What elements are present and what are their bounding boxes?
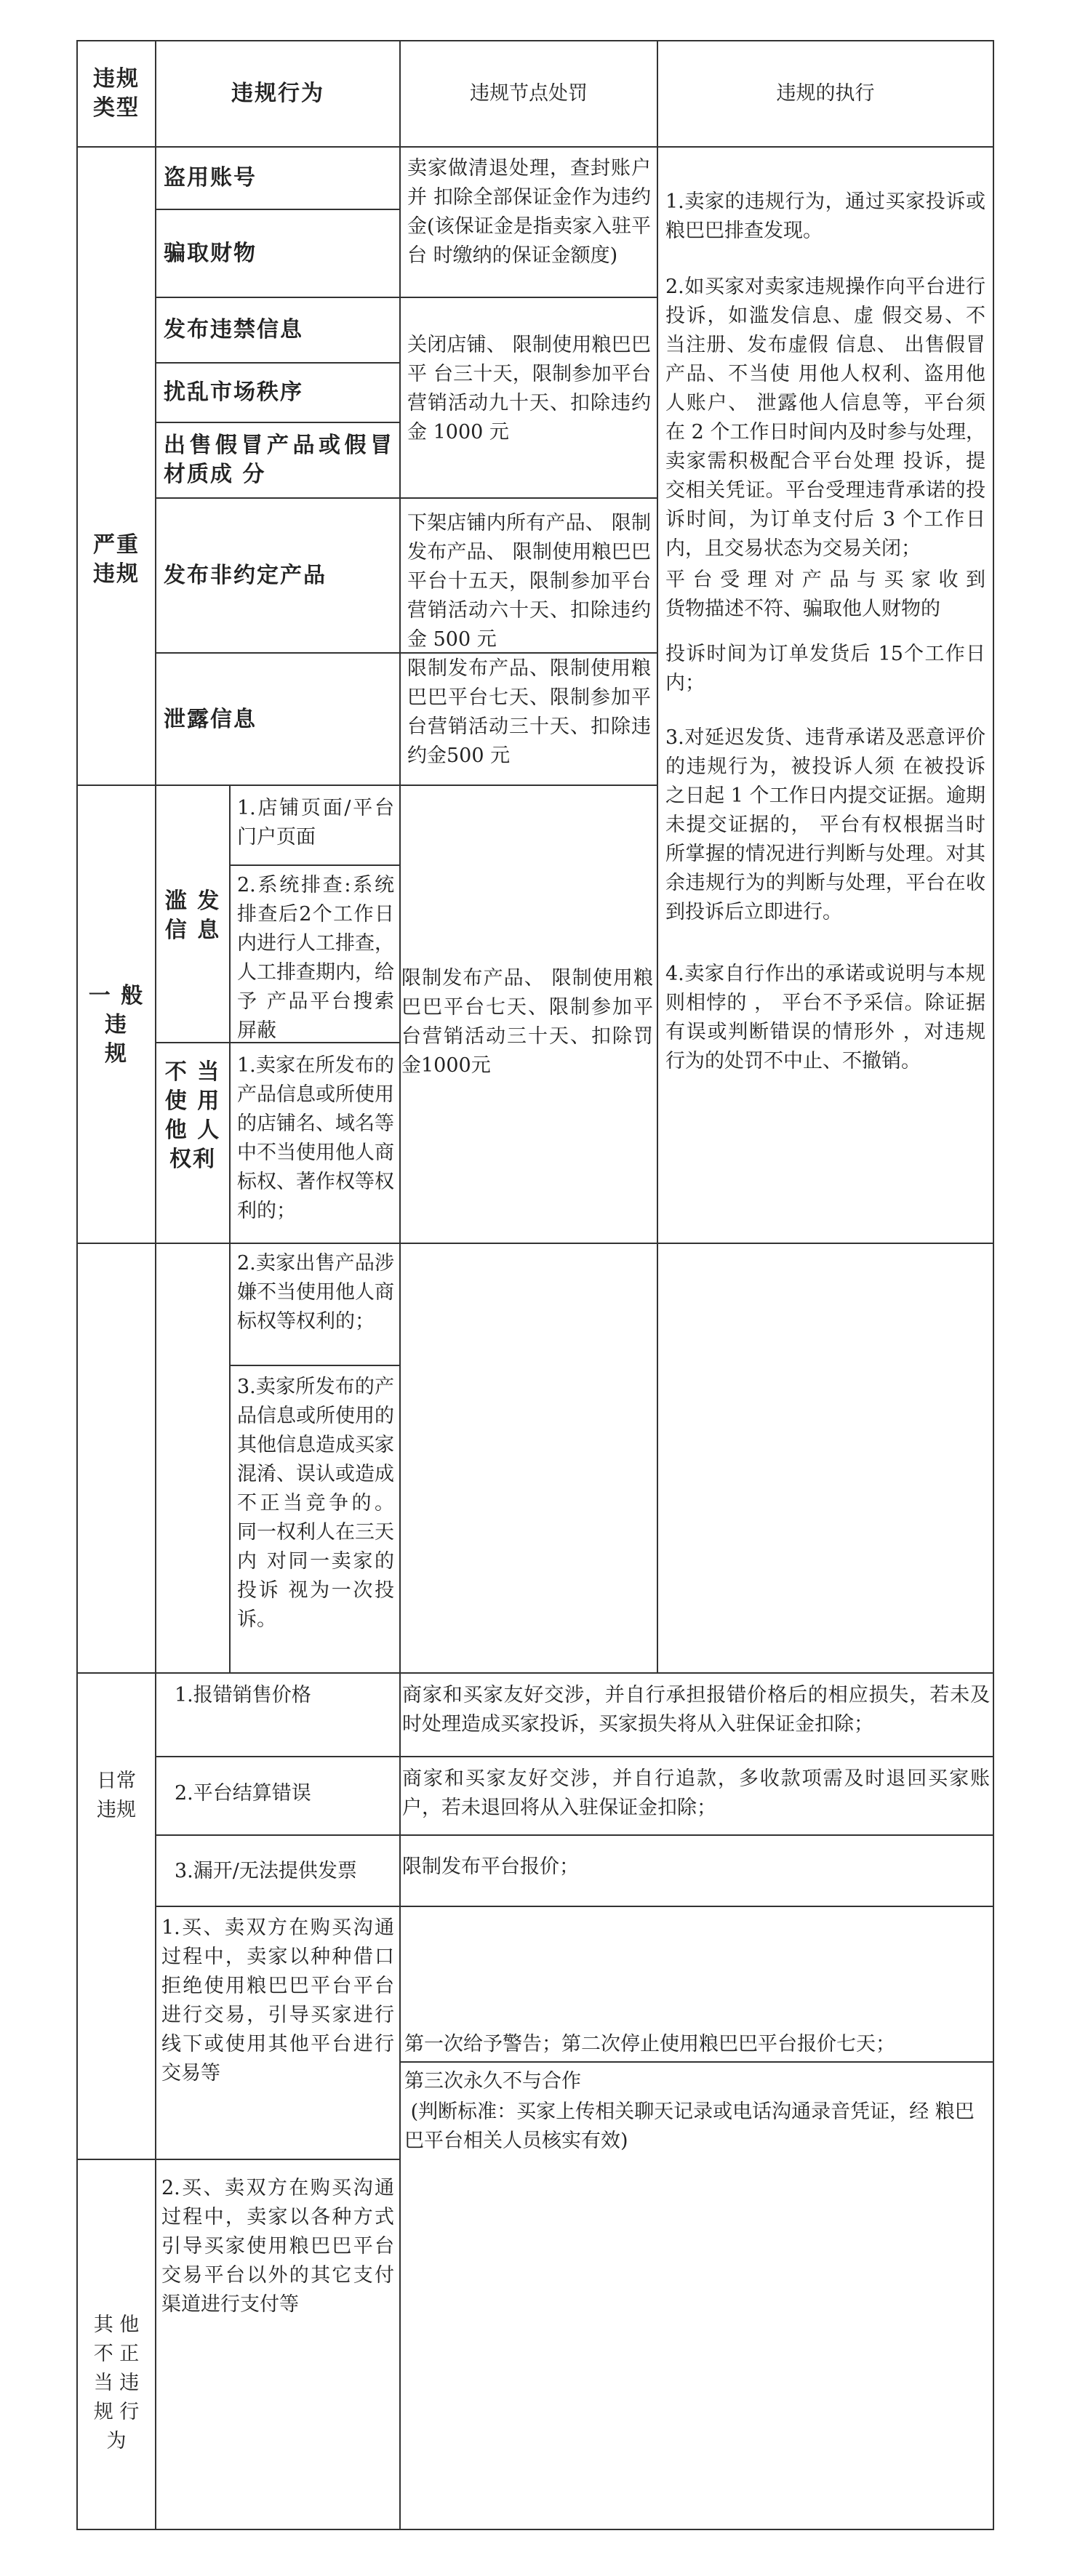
execution-p3: 平 台 受 理 对 产 品 与 买 家 收 到 货物描述不符、骗取他人财物的 [665, 569, 992, 620]
severe-penalty-2: 关闭店铺、 限制使用粮巴巴平 台三十天，限制参加平台营销活动九十天、扣除违约金 1000 元 [407, 334, 651, 444]
general-spam-item-2: 2.系统排查:系统排查后2个工作日内进行人工排查，人工排查期内，给予 产品平台搜索屏蔽 [237, 874, 394, 1042]
general-rights-item-3: 3.卖家所发布的产 品信息或所使用的 其他信息造成买家 混淆、误认或造成 不正当竞争的。 同一权利人在三天内 对同一卖家的投诉 视为一次投诉。 [237, 1376, 401, 1631]
daily-penalty-1: 商家和买家友好交涉，并自行承担报错价格后的相应损失，若未及时处理造成买家投诉，买家损失将从入驻保证金扣除； [402, 1684, 990, 1736]
general-rights-item-2: 2.卖家出售产品涉 嫌不当使用他人商 标权等权利的； [237, 1252, 401, 1333]
general-rights-label: 不 当 使 用 他 人 权利 [164, 1059, 221, 1172]
general-spam-item-1: 1.店铺页面/平台门户页面 [237, 797, 394, 848]
other-penalty-2: 第三次永久不与合作 [404, 2070, 581, 2093]
daily-penalty-3: 限制发布平台报价； [402, 1855, 579, 1878]
header-type: 违规 类型 [93, 66, 140, 121]
severe-item-5: 出售假冒产品或假冒材质成 分 [164, 433, 393, 487]
severe-item-4: 扰乱市场秩序 [164, 380, 303, 405]
daily-category: 日常 违规 [97, 1770, 136, 1821]
header-execution: 违规的执行 [776, 82, 875, 105]
general-rights-item-1: 1.卖家在所发布的产品信息或所使用 的店铺名、域名等中不当使用他人商标权、著作权等权利的； [237, 1054, 401, 1222]
severe-penalty-1: 卖家做清退处理，查封账户并 扣除全部保证金作为违约金(该保证金是指卖家入驻平台 时缴纳的保证金额度) [407, 157, 651, 267]
general-cont-category-cell [76, 1243, 156, 1674]
other-item-1: 1.买、卖双方在购买沟通过程中，卖家以种种借口拒绝使用粮巴巴平台平台进行交易，引导买家进行线下或使用其他平台进行交易等 [161, 1917, 394, 2085]
general-category: 一 般 违 规 [88, 983, 145, 1067]
execution-p5: 3.对延迟发货、违背承诺及恶意评价的违规行为，被投诉人须 在被投诉之日起 1 个工作日内提交证据。逾期未提交证据的， 平台有权根据当时所掌握的情况进行判断与处理。对其余违规行为的判断与处理，平台在收到投诉后立即进行。 [665, 726, 985, 923]
severe-penalty-4: 限制发布产品、限制使用粮巴巴平台七天、限制参加平台营销活动三十天、扣除违约金500 元 [407, 657, 651, 767]
other-item-2: 2.买、卖双方在购买沟通过程中，卖家以各种方式引导买家使用粮巴巴平台交易平台以外的其它支付渠道进行支付等 [161, 2177, 394, 2316]
severe-item-3: 发布违禁信息 [164, 317, 303, 342]
daily-category-cell [76, 1672, 156, 2160]
header-penalty: 违规节点处罚 [470, 82, 588, 105]
severe-category-cell [76, 146, 156, 786]
severe-item-7: 泄露信息 [164, 707, 257, 732]
daily-item-3: 3.漏开/无法提供发票 [175, 1860, 357, 1882]
other-penalty-3: (判断标准：买家上传相关聊天记录或电话沟通录音凭证，经 粮巴巴平台相关人员核实有效) [404, 2100, 975, 2152]
general-cont-label-cell [155, 1243, 231, 1674]
severe-item-6: 发布非约定产品 [164, 562, 327, 588]
severe-item-2: 骗取财物 [164, 240, 257, 266]
general-spam-label: 滥 发 信 息 [164, 888, 221, 943]
execution-p4: 投诉时间为订单发货后 15个工作日内； [665, 643, 985, 694]
general-cont-penalty-cell [399, 1243, 658, 1674]
other-category: 其 他 不 正 当 违 规 行 为 [93, 2314, 140, 2452]
execution-p1: 1.卖家的违规行为，通过买家投诉或粮巴巴排查发现。 [665, 190, 985, 242]
severe-category: 严重 违规 [93, 532, 140, 587]
execution-p6: 4.卖家自行作出的承诺或说明与本规则相悖的 ， 平台不予采信。除证据有误或判断错误的情形外 ，对违规行为的处罚不中止、不撤销。 [665, 963, 985, 1072]
severe-penalty-3: 下架店铺内所有产品、 限制发布产品、 限制使用粮巴巴平台十五天，限制参加平台营销活动六十天、扣除违约金 500 元 [407, 512, 651, 651]
header-behavior: 违规行为 [231, 81, 324, 106]
severe-item-1: 盗用账号 [164, 165, 257, 190]
general-penalty: 限制发布产品、 限制使用粮巴巴平台七天、限制参加平台营销活动三十天、扣除罚金1000元 [401, 967, 653, 1077]
other-penalty-1: 第一次给予警告；第二次停止使用粮巴巴平台报价七天； [404, 2033, 895, 2055]
daily-penalty-2: 商家和买家友好交涉，并自行追款，多收款项需及时退回买家账户，若未退回将从入驻保证金扣除； [402, 1768, 990, 1819]
daily-item-1: 1.报错销售价格 [175, 1684, 311, 1706]
general-cont-execution-cell [657, 1243, 994, 1674]
execution-p2: 2.如买家对卖家违规操作向平台进行投诉，如滥发信息、虚 假交易、不当注册、发布虚假 信息、 出售假冒产品、不当使 用他人权利、盗用他人账户、 泄露他人信息等，平台须在 2 个工作日时间内及时参与处理，卖家需积极配合平台处理 投诉，提交相关凭证。平台受理违背承诺的投诉时间，为订单支付后 3 个工作日 内，且交易状态为交易关闭； [665, 276, 992, 560]
daily-item-2: 2.平台结算错误 [175, 1782, 311, 1805]
